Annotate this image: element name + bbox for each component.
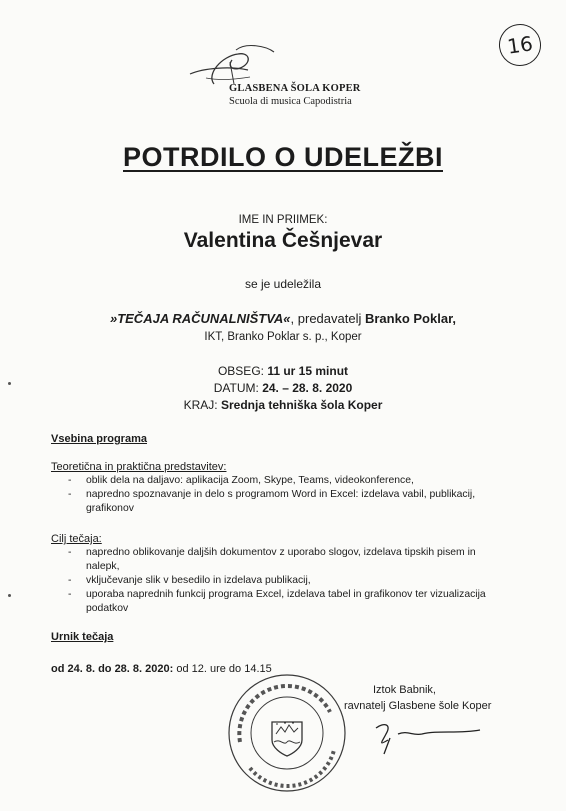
- program-heading: Vsebina programa: [51, 433, 147, 445]
- handwritten-signature: [368, 716, 488, 756]
- school-name: GLASBENA ŠOLA KOPER: [229, 83, 361, 94]
- school-logo-icon: [186, 44, 278, 88]
- theory-heading: Teoretična in praktična predstavitev:: [51, 461, 227, 473]
- scan-speck: [8, 594, 11, 597]
- page-number-mark: 16: [496, 21, 543, 68]
- signatory-name: Iztok Babnik,: [373, 684, 436, 696]
- document-title: POTRDILO O UDELEŽBI: [123, 142, 443, 172]
- lecturer-name: Branko Poklar,: [364, 311, 457, 326]
- course-org: IKT, Branko Poklar s. p., Koper: [204, 331, 362, 343]
- signatory-role: ravnatelj Glasbene šole Koper: [344, 700, 492, 712]
- place-line: [0, 398, 566, 412]
- date-label: DATUM:: [213, 381, 259, 395]
- list-item: - oblik dela na daljavo: aplikacija Zoom, Skype, Teams, videokonference,: [66, 474, 506, 488]
- place-label: KRAJ:: [183, 398, 218, 412]
- date-line: [0, 381, 566, 395]
- theory-list: [66, 474, 506, 516]
- scope-label: OBSEG:: [217, 364, 264, 378]
- attended-text: se je udeležila: [244, 277, 322, 291]
- name-label: IME IN PRIIMEK:: [238, 214, 328, 226]
- school-stamp-icon: [226, 672, 348, 794]
- scope-value: 11 ur 15 minut: [267, 364, 349, 378]
- participant-name: Valentina Češnjevar: [183, 229, 383, 252]
- scope-line: [0, 364, 566, 378]
- date-value: 24. – 28. 8. 2020: [262, 381, 353, 395]
- list-item: - uporaba naprednih funkcij programa Excel, izdelava tabel in grafikonov ter vizualizacija podatkov: [66, 588, 506, 616]
- lecturer-prefix: , predavatelj: [290, 311, 365, 326]
- scan-speck: [8, 382, 11, 385]
- list-item: - napredno oblikovanje daljših dokumentov z uporabo slogov, izdelava tipskih pisem in nalepk,: [66, 546, 506, 574]
- goals-list: [66, 546, 506, 616]
- schedule-dates: od 24. 8. do 28. 8. 2020:: [51, 663, 174, 675]
- course-line: [0, 311, 566, 326]
- place-value: Srednja tehniška šola Koper: [220, 398, 383, 412]
- goals-heading: Cilj tečaja:: [51, 533, 102, 545]
- list-item: - vključevanje slik v besedilo in izdelava publikacij,: [66, 574, 506, 588]
- school-subname: Scuola di musica Capodistria: [229, 96, 352, 107]
- schedule-hours: od 12. ure do 14.15: [173, 663, 272, 675]
- course-title: »TEČAJA RAČUNALNIŠTVA«: [109, 311, 291, 326]
- schedule-heading: Urnik tečaja: [51, 631, 114, 643]
- list-item: - napredno spoznavanje in delo s programom Word in Excel: izdelava vabil, publikacij, grafikonov: [66, 488, 506, 516]
